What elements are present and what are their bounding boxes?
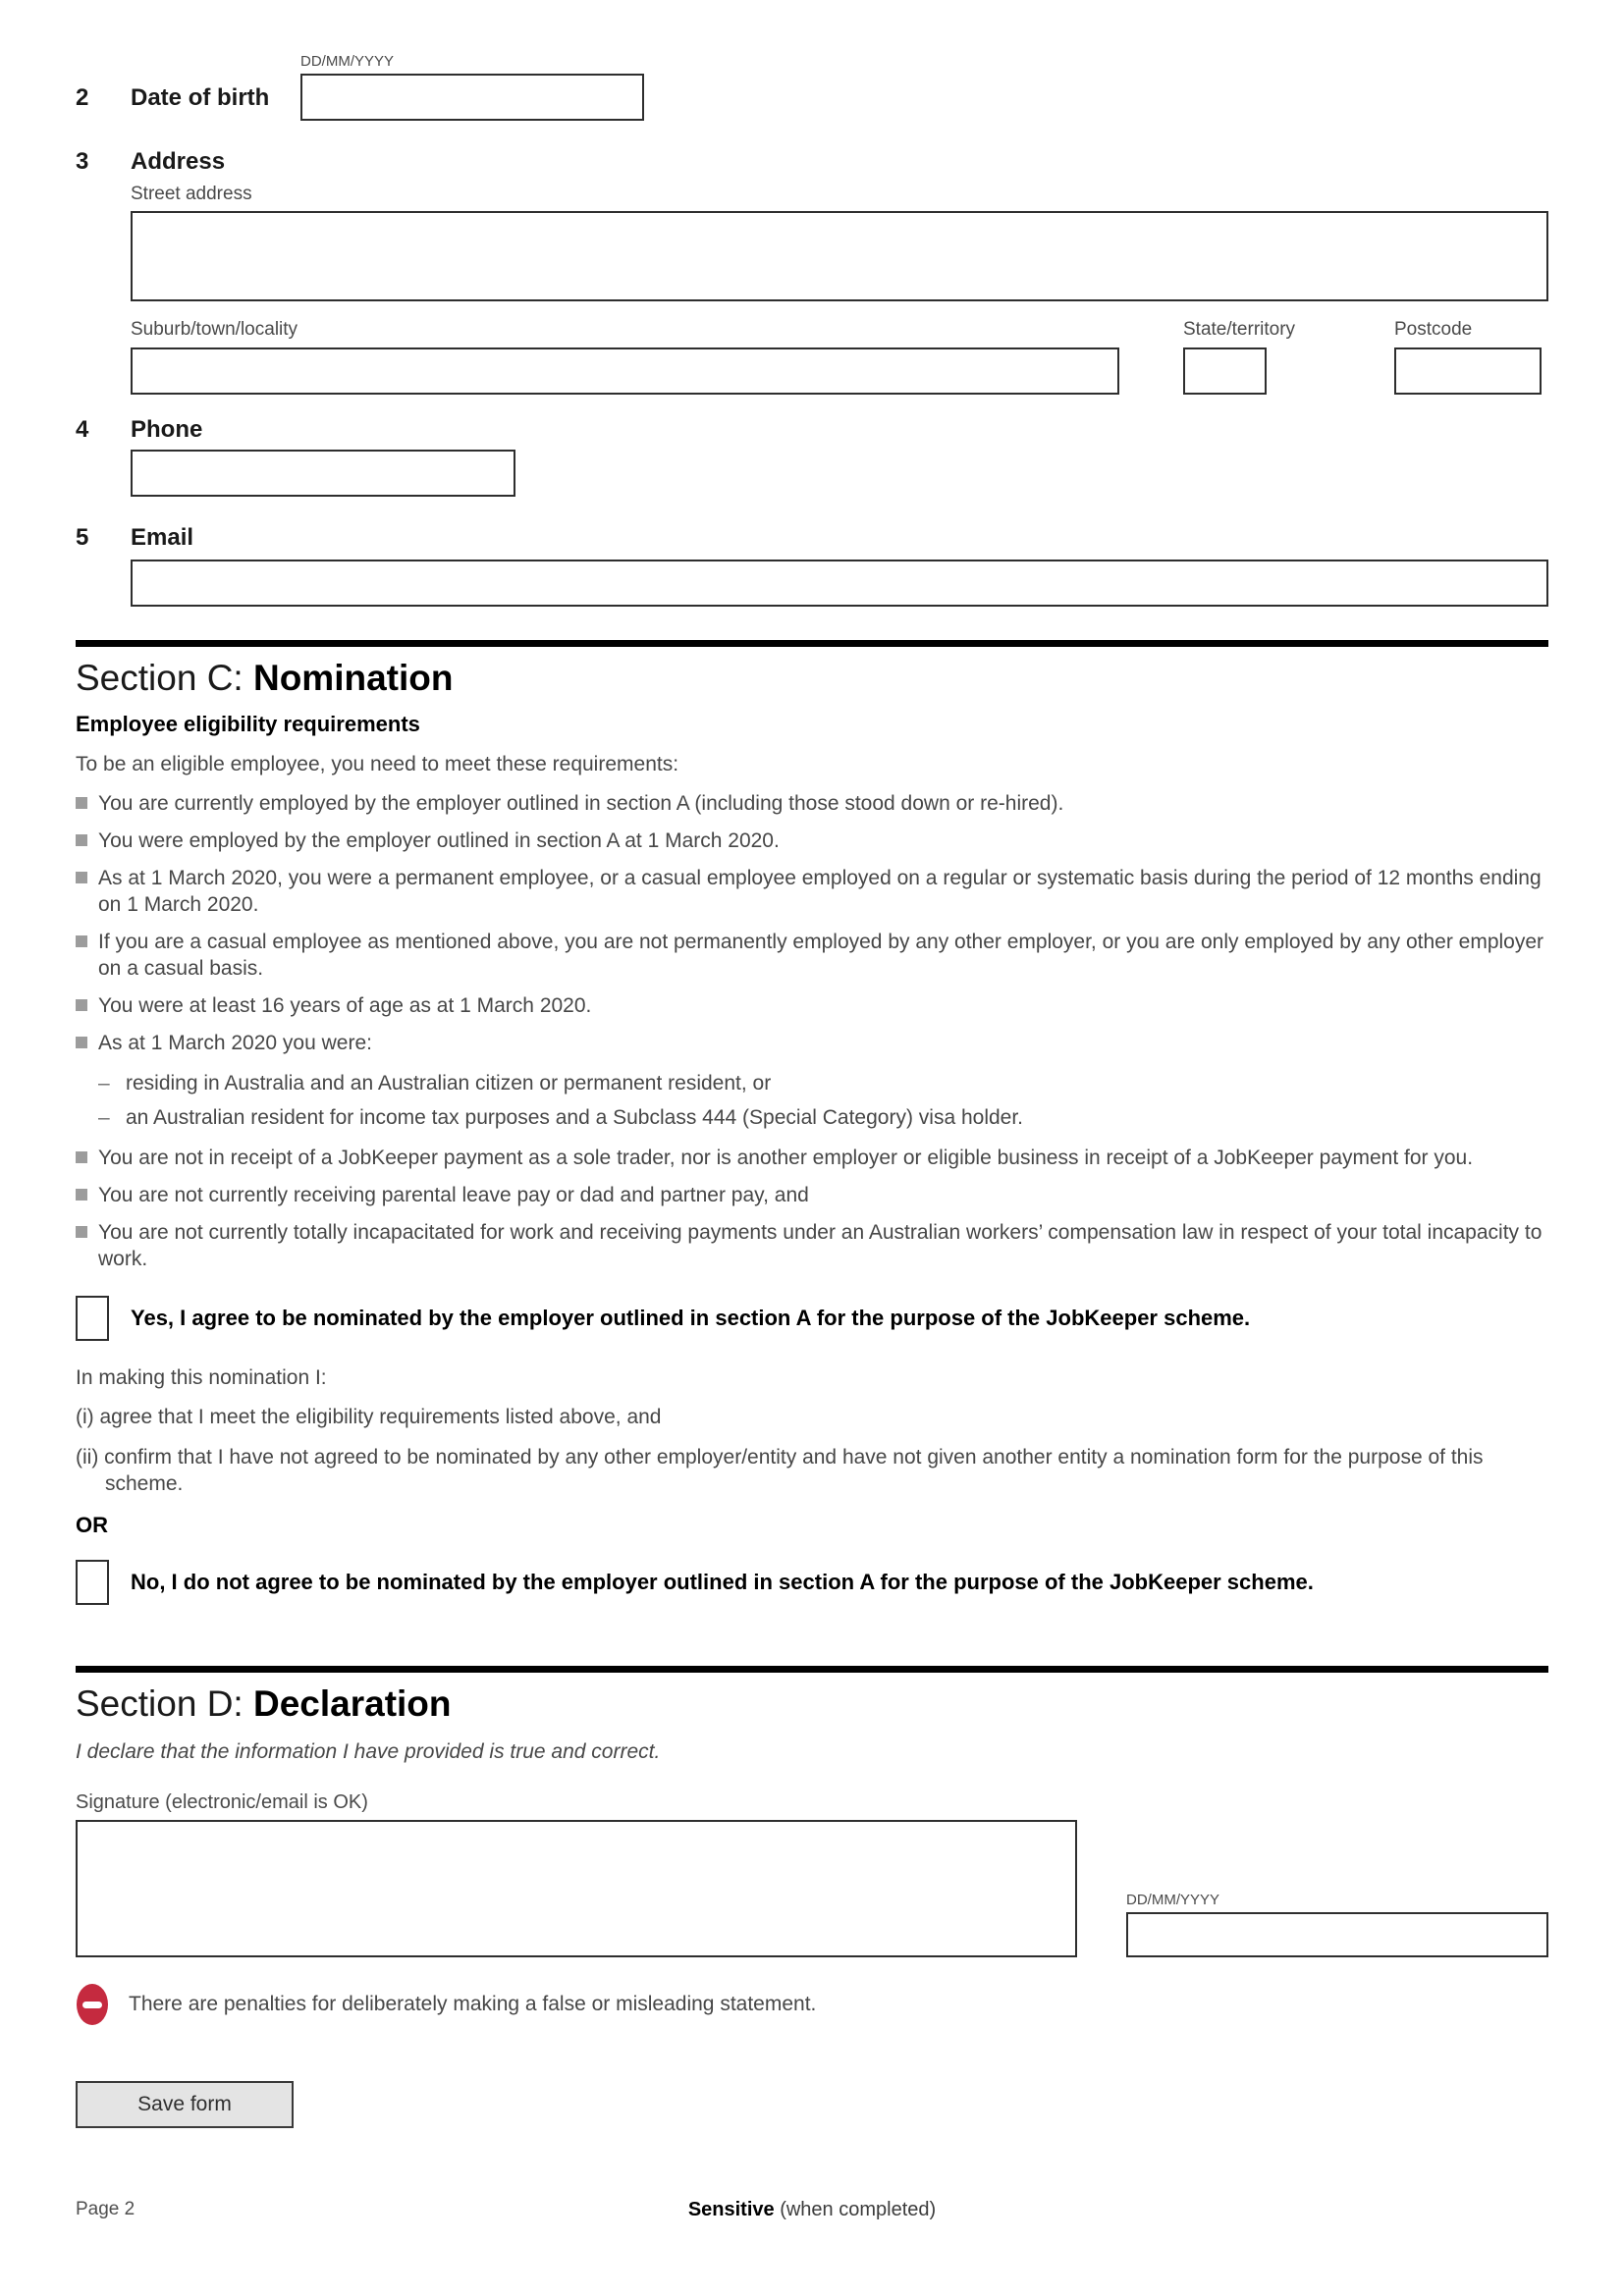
nomination-point-ii: (ii) confirm that I have not agreed to be nominated by any other employer/entity and have not given another entity a nomination form for the purpose of this scheme. [76,1445,1484,1495]
section-c-prefix: Section C: [76,658,253,698]
question-email [76,524,1548,607]
question-number: 3 [76,148,89,175]
suburb-label: Suburb/town/locality [131,319,298,340]
prohibition-icon [76,1983,109,2026]
signature-label: Signature (electronic/email is OK) [76,1791,368,1814]
street-address-label: Street address [131,184,252,204]
list-item: You are not currently totally incapacitated for work and receiving payments under an Australian workers’ compensation law in respect of your total incapacity to work. [76,1219,1548,1272]
section-c-heading [76,657,1548,700]
list-item: As at 1 March 2020 you were: [76,1030,1548,1056]
list-item: You are not in receipt of a JobKeeper payment as a sole trader, nor is another employer or eligible business in receipt of a JobKeeper payment for you. [76,1145,1548,1171]
question-phone [76,416,1548,497]
street-address-input[interactable] [131,211,1548,301]
no-nomination-row [76,1560,1548,1605]
postcode-input[interactable] [1394,347,1542,395]
address-label: Address [131,148,226,175]
list-item: – residing in Australia and an Australian citizen or permanent resident, or [98,1070,1548,1096]
section-d-divider [76,1666,1548,1673]
signature-input[interactable] [76,1820,1077,1957]
declaration-statement: I declare that the information I have provided is true and correct. [76,1740,661,1764]
dob-format-hint: DD/MM/YYYY [300,53,395,70]
question-number: 2 [76,84,89,111]
section-d-title: Declaration [252,1682,452,1724]
or-label: OR [76,1512,108,1537]
save-form-button[interactable]: Save form [76,2081,294,2128]
state-territory-input[interactable] [1183,347,1267,395]
question-address [76,148,1548,395]
eligibility-list-b [76,1145,1548,1272]
nomination-intro: In making this nomination I: [76,1365,327,1389]
date-of-birth-label: Date of birth [131,84,270,111]
eligibility-list-a [76,790,1548,1056]
residency-sublist [98,1070,1548,1131]
nomination-point-i: (i) agree that I meet the eligibility requirements listed above, and [76,1405,662,1428]
section-d-heading [76,1682,1548,1726]
signature-date-input[interactable] [1126,1912,1548,1957]
sensitive-marking [76,2199,1548,2221]
question-date-of-birth [76,53,1548,121]
email-label: Email [131,524,194,551]
postcode-label: Postcode [1394,319,1473,340]
phone-label: Phone [131,416,203,443]
page-number: Page 2 [76,2199,135,2220]
yes-statement: Yes, I agree to be nominated by the employer outlined in section A for the purpose of the JobKeeper scheme. [131,1305,1251,1330]
sensitive-qualifier: (when completed) [774,2199,937,2221]
question-number: 5 [76,524,89,551]
penalty-warning [76,1983,1548,2026]
suburb-input[interactable] [131,347,1119,395]
eligibility-subheading: Employee eligibility requirements [76,711,420,736]
section-d-prefix: Section D: [76,1682,253,1724]
no-statement: No, I do not agree to be nominated by the employer outlined in section A for the purpose of the JobKeeper scheme. [131,1569,1314,1594]
list-item: If you are a casual employee as mentioned above, you are not permanently employed by any other employer, or you are only employed by any other employer on a casual basis. [76,929,1548,982]
no-checkbox[interactable] [76,1560,109,1605]
signature-date-format-hint: DD/MM/YYYY [1126,1892,1220,1909]
page-footer [76,2199,1548,2224]
section-c-divider [76,640,1548,647]
list-item: You were at least 16 years of age as at 1 March 2020. [76,992,1548,1019]
list-item: – an Australian resident for income tax purposes and a Subclass 444 (Special Category) visa holder. [98,1104,1548,1131]
eligibility-intro: To be an eligible employee, you need to meet these requirements: [76,752,679,775]
yes-nomination-row [76,1296,1548,1341]
yes-checkbox[interactable] [76,1296,109,1341]
section-c-title: Nomination [252,658,454,698]
penalty-warning-text: There are penalties for deliberately making a false or misleading statement. [129,1993,817,2016]
phone-input[interactable] [131,450,515,497]
date-of-birth-input[interactable] [300,74,644,121]
list-item: You are currently employed by the employer outlined in section A (including those stood down or re-hired). [76,790,1548,817]
list-item: You are not currently receiving parental leave pay or dad and partner pay, and [76,1182,1548,1208]
sensitive-label: Sensitive [687,2199,775,2221]
list-item: You were employed by the employer outlined in section A at 1 March 2020. [76,828,1548,854]
question-number: 4 [76,416,89,443]
state-territory-label: State/territory [1183,319,1296,340]
email-input[interactable] [131,560,1548,607]
list-item: As at 1 March 2020, you were a permanent employee, or a casual employee employed on a regular or systematic basis during the period of 12 months ending on 1 March 2020. [76,865,1548,918]
